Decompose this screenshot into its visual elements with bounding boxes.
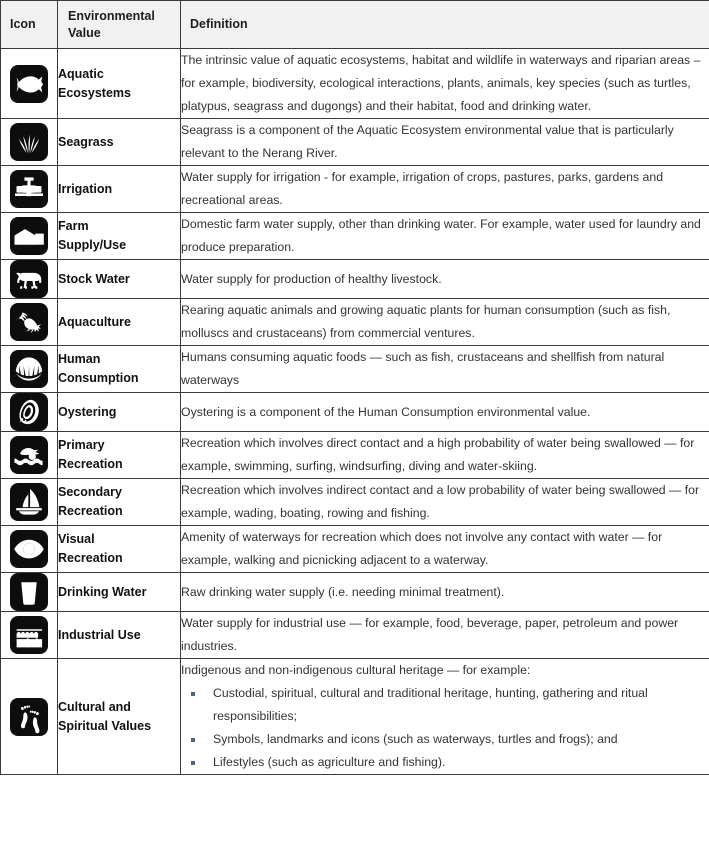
- table-row: [1, 119, 709, 166]
- environmental-value-line1: Oystering: [58, 404, 117, 419]
- table-row: [1, 213, 709, 260]
- definition-text: Domestic farm water supply, other than drinking water. For example, water used for laundry and produce preparation.: [181, 217, 701, 254]
- column-header-environmental-value-label: [58, 4, 180, 46]
- definition-bullet-item: Lifestyles (such as agriculture and fishing).: [185, 751, 709, 774]
- definition-cell: [181, 612, 709, 659]
- swimmer-icon: [10, 436, 48, 474]
- icon-cell: [1, 659, 58, 775]
- column-header-environmental-value-line1: Environmental: [68, 8, 155, 23]
- environmental-value-cell: [58, 573, 181, 612]
- definition-cell: [181, 573, 709, 612]
- environmental-value-line2: Supply/Use: [58, 238, 127, 252]
- definition-text: Oystering is a component of the Human Consumption environmental value.: [181, 404, 591, 419]
- table-row: [1, 432, 709, 479]
- icon-cell: [1, 393, 58, 432]
- icon-cell: [1, 260, 58, 299]
- definition-text: The intrinsic value of aquatic ecosystems, habitat and wildlife in waterways and riparian areas – for example, biodiversity, ecological interactions, plants, animals, key species (such as turtles, platypus, seagrass and dugongs) and their habitat, food and drinking water.: [181, 53, 701, 113]
- sailboat-icon: [10, 483, 48, 521]
- environmental-value-line1: Human: [58, 352, 101, 366]
- column-header-definition-label: Definition: [190, 17, 248, 31]
- environmental-value-line1: Drinking Water: [58, 584, 147, 599]
- table-body: [1, 49, 709, 775]
- table-row: [1, 260, 709, 299]
- definition-cell: [181, 299, 709, 346]
- icon-cell: [1, 299, 58, 346]
- environmental-value-cell: [58, 432, 181, 479]
- footprints-icon: [10, 698, 48, 736]
- environmental-value-line1: Aquaculture: [58, 314, 131, 329]
- definition-bullet-item: Custodial, spiritual, cultural and traditional heritage, hunting, gathering and ritual responsibilities;: [185, 682, 709, 728]
- definition-cell: [181, 432, 709, 479]
- icon-cell: [1, 612, 58, 659]
- environmental-value-cell: [58, 119, 181, 166]
- environmental-value-line1: Seagrass: [58, 134, 114, 149]
- column-header-icon-label: Icon: [10, 17, 36, 31]
- table-row: [1, 166, 709, 213]
- prawn-icon: [10, 303, 48, 341]
- definition-bullet-list: [181, 682, 709, 774]
- definition-cell: [181, 479, 709, 526]
- icon-cell: [1, 526, 58, 573]
- table-row: [1, 299, 709, 346]
- table-row: [1, 659, 709, 775]
- environmental-value-cell: [58, 659, 181, 775]
- environmental-value-line2: Ecosystems: [58, 85, 131, 100]
- table-row: [1, 612, 709, 659]
- definition-text: Recreation which involves direct contact and a high probability of water being swallowed — for example, swimming, surfing, windsurfing, diving and water-skiing.: [181, 436, 695, 473]
- drinking-glass-icon: [10, 573, 48, 611]
- definition-cell: [181, 393, 709, 432]
- table-row: [1, 49, 709, 119]
- table-header: [1, 1, 709, 49]
- environmental-value-line1: Irrigation: [58, 181, 113, 196]
- table-row: [1, 346, 709, 393]
- scallop-shell-icon: [10, 350, 48, 388]
- environmental-value-cell: [58, 479, 181, 526]
- definition-cell: [181, 346, 709, 393]
- environmental-value-cell: [58, 299, 181, 346]
- column-header-icon: [1, 1, 58, 49]
- column-header-environmental-value: [58, 1, 181, 49]
- table-row: [1, 479, 709, 526]
- environmental-value-cell: [58, 49, 181, 119]
- environmental-value-cell: [58, 346, 181, 393]
- cow-icon: [10, 260, 48, 298]
- farm-shed-icon: [10, 217, 48, 255]
- icon-cell: [1, 573, 58, 612]
- environmental-value-line1: Secondary: [58, 485, 122, 499]
- definition-text: Water supply for production of healthy livestock.: [181, 271, 442, 286]
- environmental-value-cell: [58, 213, 181, 260]
- environmental-value-line2: Recreation: [58, 457, 123, 471]
- column-header-environmental-value-line2: Value: [68, 25, 101, 40]
- definition-cell: [181, 49, 709, 119]
- environmental-value-cell: [58, 393, 181, 432]
- environmental-value-cell: [58, 612, 181, 659]
- definition-text: Seagrass is a component of the Aquatic Ecosystem environmental value that is particularly relevant to the Nerang River.: [181, 123, 674, 160]
- environmental-value-cell: [58, 260, 181, 299]
- environmental-value-line1: Primary: [58, 438, 105, 452]
- definition-bullet-item: Symbols, landmarks and icons (such as waterways, turtles and frogs); and: [185, 728, 709, 751]
- environmental-value-line1: Aquatic: [58, 66, 104, 81]
- environmental-value-cell: [58, 166, 181, 213]
- definition-text: Humans consuming aquatic foods — such as fish, crustaceans and shellfish from natural waterways: [181, 350, 665, 387]
- definition-cell: [181, 526, 709, 573]
- definition-text: Raw drinking water supply (i.e. needing minimal treatment).: [181, 584, 505, 599]
- oyster-icon: [10, 393, 48, 431]
- environmental-value-line1: Farm: [58, 219, 89, 233]
- environmental-value-cell: [58, 526, 181, 573]
- definition-cell: [181, 213, 709, 260]
- definition-text: Recreation which involves indirect contact and a low probability of water being swallowed — for example, wading, boating, rowing and fishing.: [181, 483, 700, 520]
- definition-text: Indigenous and non-indigenous cultural heritage — for example:: [181, 663, 531, 677]
- definition-text: Water supply for irrigation - for example, irrigation of crops, pastures, parks, gardens and recreational areas.: [181, 170, 664, 207]
- fish-icon: [10, 65, 48, 103]
- definition-text: Amenity of waterways for recreation which does not involve any contact with water — for example, walking and picnicking adjacent to a waterway.: [181, 530, 663, 567]
- environmental-value-line1: Industrial Use: [58, 627, 141, 642]
- environmental-value-line2: Recreation: [58, 551, 123, 565]
- table-row: [1, 526, 709, 573]
- factory-icon: [10, 616, 48, 654]
- definition-cell: [181, 166, 709, 213]
- column-header-definition: [181, 1, 709, 49]
- icon-cell: [1, 479, 58, 526]
- table-header-row: [1, 1, 709, 49]
- definition-cell: [181, 260, 709, 299]
- environmental-value-line1: Visual: [58, 532, 95, 546]
- eye-icon: [10, 530, 48, 568]
- irrigation-tap-icon: [10, 170, 48, 208]
- icon-cell: [1, 166, 58, 213]
- table-row: [1, 393, 709, 432]
- definition-text: Rearing aquatic animals and growing aquatic plants for human consumption (such as fish, molluscs and crustaceans) from commercial ventures.: [181, 303, 671, 340]
- environmental-value-line2: Spiritual Values: [58, 718, 152, 733]
- icon-cell: [1, 49, 58, 119]
- icon-cell: [1, 213, 58, 260]
- environmental-value-line2: Recreation: [58, 504, 123, 518]
- icon-cell: [1, 119, 58, 166]
- definition-cell: [181, 119, 709, 166]
- table-row: [1, 573, 709, 612]
- definition-cell: [181, 659, 709, 775]
- seagrass-icon: [10, 123, 48, 161]
- icon-cell: [1, 346, 58, 393]
- environmental-value-line1: Stock Water: [58, 271, 130, 286]
- definition-text: Water supply for industrial use — for example, food, beverage, paper, petroleum and power industries.: [181, 616, 679, 653]
- environmental-value-line1: Cultural and: [58, 699, 131, 714]
- icon-cell: [1, 432, 58, 479]
- environmental-value-line2: Consumption: [58, 371, 139, 385]
